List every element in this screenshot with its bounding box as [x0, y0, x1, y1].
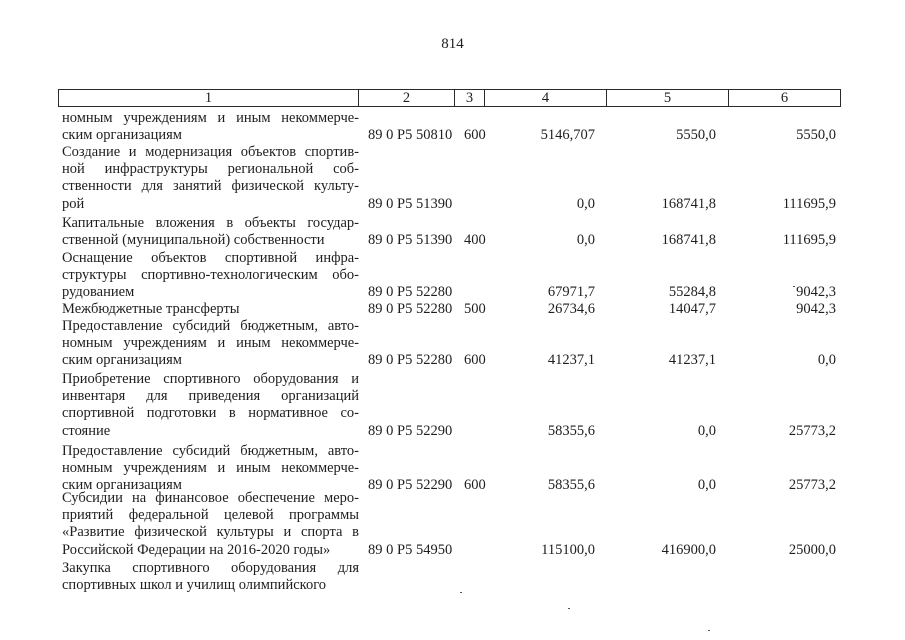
row-value-col4: 26734,6: [547, 301, 595, 317]
row-value-col6: 5550,0: [796, 127, 836, 144]
row-description-line: номным учреждениям и иным некоммерче-: [62, 110, 359, 126]
scan-speck: [568, 608, 570, 609]
row-description-line: ной инфраструктуры региональной соб-: [62, 161, 359, 178]
row-description-line: ственности для занятий физической культу-: [62, 178, 359, 195]
row-value-col6: 111695,9: [782, 195, 836, 212]
row-value-col6: 9042,3: [796, 284, 836, 301]
row-value-col5: 5550,0: [676, 127, 716, 144]
scan-speck: [793, 286, 795, 287]
row-description-line: Капитальные вложения в объекты государ-: [62, 215, 359, 231]
row-description-line: Российской Федерации на 2016-2020 годы»: [62, 541, 331, 558]
header-col-3: 3: [455, 90, 485, 107]
row-description: [62, 301, 359, 318]
row-value-col4: 5146,707: [540, 127, 595, 144]
row-description: [62, 560, 359, 594]
row-code: 89 0 P5 51390: [368, 195, 453, 212]
row-description-line: рой: [62, 195, 85, 212]
row-value-col5: 416900,0: [661, 541, 716, 558]
row-description-line: ственной (муниципальной) собственности: [62, 232, 325, 249]
row-description-line: Создание и модернизация объектов спортив-: [62, 144, 359, 160]
row-value-col4: 0,0: [576, 195, 595, 212]
row-description-line: ским организациям: [62, 127, 182, 144]
row-value-col5: 55284,8: [668, 284, 716, 301]
row-description-line: приятий федеральной целевой программы: [62, 507, 359, 524]
row-value-col6: 25773,2: [788, 422, 836, 439]
row-description-line: инвентаря для приведения организаций: [62, 388, 359, 405]
row-value-col4: 67971,7: [547, 284, 595, 301]
row-code: 89 0 P5 52290: [368, 477, 453, 494]
row-description-line: спортивных школ и училищ олимпийского: [62, 577, 327, 594]
scan-speck: [708, 630, 710, 631]
row-description: [62, 110, 359, 144]
row-description-line: Приобретение спортивного оборудования и: [62, 371, 359, 387]
row-value-col4: 41237,1: [547, 352, 595, 369]
row-expense-type: 400: [464, 232, 486, 249]
row-description-line: рудованием: [62, 284, 135, 301]
row-expense-type: 500: [464, 301, 486, 317]
row-value-col5: 168741,8: [661, 195, 716, 212]
header-col-1: 1: [59, 90, 359, 107]
row-value-col4: 58355,6: [547, 477, 595, 494]
row-description-line: Предоставление субсидий бюджетным, авто-: [62, 443, 359, 459]
scan-speck: [460, 592, 462, 593]
row-code: 89 0 P5 52280: [368, 301, 453, 317]
row-code: 89 0 P5 52280: [368, 284, 453, 301]
row-description: [62, 144, 359, 213]
row-code: 89 0 P5 50810: [368, 127, 453, 144]
row-description: [62, 250, 359, 302]
row-description-line: ским организациям: [62, 477, 182, 494]
row-description-line: Межбюджетные трансферты: [62, 301, 240, 317]
row-value-col4: 58355,6: [547, 422, 595, 439]
row-value-col6: 0,0: [817, 352, 836, 369]
row-value-col5: 14047,7: [668, 301, 716, 317]
row-value-col4: 0,0: [576, 232, 595, 249]
row-code: 89 0 P5 52290: [368, 422, 453, 439]
row-value-col5: 0,0: [697, 422, 716, 439]
header-col-2: 2: [359, 90, 455, 107]
header-col-4: 4: [485, 90, 607, 107]
row-description-line: ским организациям: [62, 352, 182, 369]
row-value-col4: 115100,0: [541, 541, 595, 558]
row-description-line: спортивной подготовки в нормативное со-: [62, 405, 359, 422]
row-description-line: «Развитие физической культуры и спорта в: [62, 524, 359, 541]
row-value-col5: 0,0: [697, 477, 716, 494]
row-description-line: Оснащение объектов спортивной инфра-: [62, 250, 359, 266]
row-description: [62, 490, 359, 559]
row-description: [62, 318, 359, 370]
row-code: 89 0 P5 54950: [368, 541, 453, 558]
row-code: 89 0 P5 51390: [368, 232, 453, 249]
row-expense-type: 600: [464, 352, 486, 369]
row-description-line: Субсидии на финансовое обеспечение меро-: [62, 490, 359, 506]
row-value-col5: 168741,8: [661, 232, 716, 249]
row-description-line: номным учреждениям и иным некоммерче-: [62, 460, 359, 477]
row-value-col6: 9042,3: [796, 301, 836, 317]
row-description-line: Предоставление субсидий бюджетным, авто-: [62, 318, 359, 334]
row-description-line: Закупка спортивного оборудования для: [62, 560, 359, 576]
row-value-col6: 25773,2: [788, 477, 836, 494]
page-number: 814: [441, 36, 464, 52]
row-description: [62, 371, 359, 440]
table-header: [58, 89, 841, 107]
header-col-5: 5: [607, 90, 729, 107]
row-value-col5: 41237,1: [668, 352, 716, 369]
row-description: [62, 443, 359, 495]
row-description: [62, 215, 359, 249]
row-expense-type: 600: [464, 127, 486, 144]
row-description-line: структуры спортивно-технологическим обо-: [62, 267, 359, 284]
header-col-6: 6: [729, 90, 841, 107]
row-description-line: стояние: [62, 422, 111, 439]
row-code: 89 0 P5 52280: [368, 352, 453, 369]
row-value-col6: 25000,0: [788, 541, 836, 558]
row-expense-type: 600: [464, 477, 486, 494]
row-value-col6: 111695,9: [782, 232, 836, 249]
row-description-line: номным учреждениям и иным некоммерче-: [62, 335, 359, 352]
